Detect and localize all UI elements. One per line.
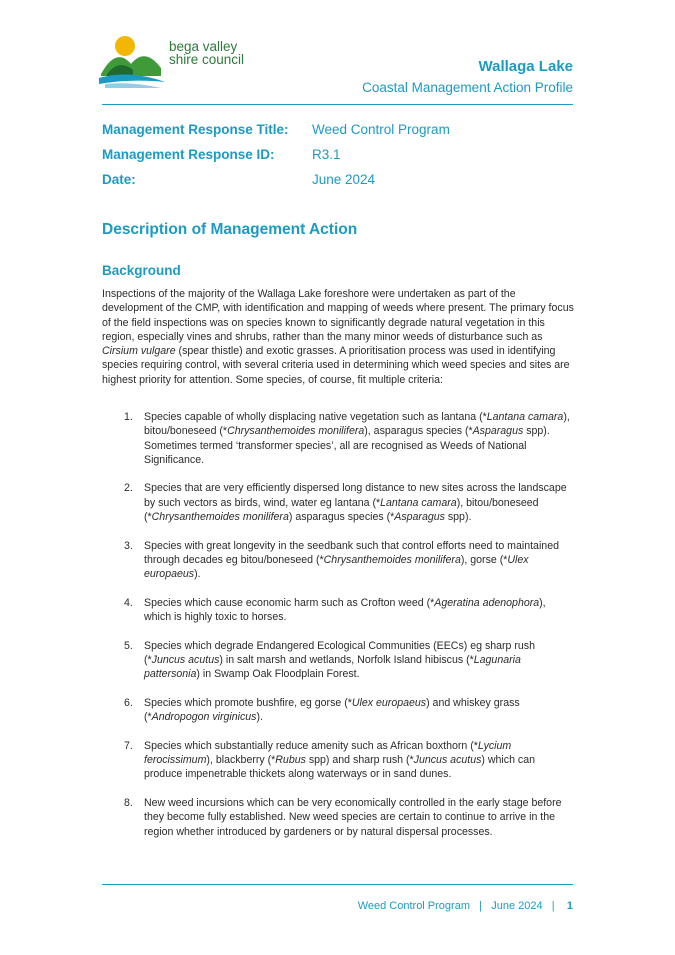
criteria-item (102, 410, 574, 467)
species-name: Juncus acutus (151, 654, 220, 667)
footer-divider (102, 884, 573, 885)
criteria-item (102, 539, 574, 582)
criteria-number: 1. (124, 411, 133, 423)
criteria-text: ). (194, 568, 201, 581)
criteria-text: Species that are very efficiently dispersed long distance to new sites across the landscape by such vectors as birds, wind, water eg lantana (* (144, 482, 567, 509)
intro-text-2: (spear thistle) and exotic grasses. A prioritisation process was used in identifying species requiring control, with several criteria used in determining which weed species and sites are highest priority for attention. Some species, of course, fit multiple criteria: (102, 345, 570, 386)
criteria-item (102, 796, 574, 839)
criteria-text: Species with great longevity in the seedbank such that control efforts need to maintained through decades eg bitou/boneseed (* (144, 539, 559, 566)
criteria-text: spp) and sharp rush (* (305, 754, 414, 767)
criteria-text: Species which promote bushfire, eg gorse (* (144, 696, 352, 709)
species-name: Asparagus (394, 511, 445, 524)
intro-paragraph (102, 287, 574, 387)
species-name: Andropogon virginicus (151, 711, 257, 724)
criteria-text: ) asparagus species (* (288, 511, 395, 524)
criteria-text: ), blackberry (* (206, 754, 276, 767)
criteria-text: ), gorse (* (460, 553, 508, 566)
criteria-number: 3. (124, 539, 133, 552)
criteria-text: ) in Swamp Oak Floodplain Forest. (196, 668, 360, 681)
document-subtitle: Coastal Management Action Profile (362, 80, 573, 95)
meta-date-label: Date: (102, 172, 136, 187)
criteria-number: 2. (124, 482, 133, 495)
criteria-item (102, 696, 574, 725)
criteria-number: 5. (124, 639, 133, 652)
species-name: Lycium ferocissimum (144, 739, 512, 767)
species-name: Rubus (275, 754, 306, 767)
intro-text-1: Inspections of the majority of the Wallaga Lake foreshore were undertaken as part of the development of the CMP, with identification and mapping of weeds where present. The primary focus of the field inspections was on species known to significantly degrade natural vegetation in this region, especially vines and shrubs, rather than the many minor weeds of disturbance such as (102, 288, 574, 343)
criteria-number: 7. (124, 739, 133, 752)
criteria-number: 6. (124, 696, 133, 709)
logo-text (169, 40, 244, 66)
logo-water-light-icon (105, 83, 161, 88)
criteria-item (102, 596, 574, 625)
footer-program: Weed Control Program (357, 900, 470, 912)
criteria-text: ) and whiskey grass (* (144, 696, 520, 724)
meta-title-label: Management Response Title: (102, 122, 289, 137)
section-subheading: Background (102, 263, 181, 278)
species-name: Ulex europaeus (351, 696, 427, 709)
council-logo (99, 34, 269, 92)
meta-date-value: June 2024 (312, 172, 376, 187)
criteria-text: spp). Sometimes termed ‘transformer species’, all are recognised as Weeds of National Significance. (144, 425, 550, 466)
species-name: Chrysanthemoides monilifera (323, 553, 461, 566)
criteria-list (102, 410, 574, 853)
species-name: Asparagus (472, 425, 524, 438)
species-name: Lantana camara (380, 496, 457, 509)
criteria-text: Species which degrade Endangered Ecological Communities (EECs) eg sharp rush (* (144, 639, 535, 667)
logo-line2: shire council (169, 52, 245, 67)
criteria-text: ), bitou/boneseed (* (144, 496, 539, 524)
logo-line1: bega valley (169, 39, 238, 54)
meta-id-label: Management Response ID: (102, 147, 275, 162)
criteria-text: ), which is highly toxic to horses. (144, 596, 546, 624)
criteria-item (102, 639, 574, 682)
logo-sun-icon (115, 36, 135, 56)
criteria-item (102, 481, 574, 524)
species-name: Lantana camara (486, 411, 564, 423)
document-title: Wallaga Lake (478, 58, 573, 75)
criteria-text: ). (256, 711, 263, 724)
criteria-text: spp). (444, 511, 472, 524)
footer-page-number: 1 (566, 900, 573, 912)
criteria-item (102, 739, 574, 782)
criteria-text: Species capable of wholly displacing native vegetation such as lantana (* (144, 411, 487, 423)
criteria-text: New weed incursions which can be very economically controlled in the early stage before they become fully established. New weed species are certain to continue to arrive in the region whether introduced by gardeners or by natural dispersal processes. (144, 797, 562, 838)
criteria-text: ), bitou/boneseed (* (144, 411, 570, 438)
footer-separator: | (473, 900, 489, 912)
species-name: Ageratina adenophora (434, 596, 540, 609)
meta-title-value: Weed Control Program (312, 122, 450, 137)
intro-italic-1: Cirsium vulgare (102, 345, 176, 358)
section-heading: Description of Management Action (102, 221, 358, 238)
criteria-text: ) in salt marsh and wetlands, Norfolk Island hibiscus (* (219, 654, 474, 667)
species-name: Chrysanthemoides monilifera (151, 511, 289, 524)
meta-id-value: R3.1 (312, 147, 341, 162)
criteria-text: Species which substantially reduce amenity such as African boxthorn (* (144, 739, 478, 752)
criteria-text: ), asparagus species (* (364, 425, 473, 438)
species-name: Ulex europaeus (144, 553, 529, 581)
criteria-number: 8. (124, 797, 133, 810)
page-footer (358, 900, 573, 912)
criteria-text: Species which cause economic harm such as Crofton weed (* (144, 596, 435, 609)
criteria-number: 4. (124, 596, 133, 609)
footer-date: June 2024 (491, 900, 543, 912)
species-name: Lagunaria pattersonia (144, 654, 521, 681)
species-name: Juncus acutus (413, 754, 482, 767)
footer-separator: | (545, 900, 564, 912)
header-divider (102, 104, 573, 105)
species-name: Chrysanthemoides monilifera (227, 425, 365, 438)
criteria-text: ) which can produce impenetrable thickets along waterways or in sand dunes. (144, 754, 535, 781)
council-logo-mark (99, 34, 169, 92)
